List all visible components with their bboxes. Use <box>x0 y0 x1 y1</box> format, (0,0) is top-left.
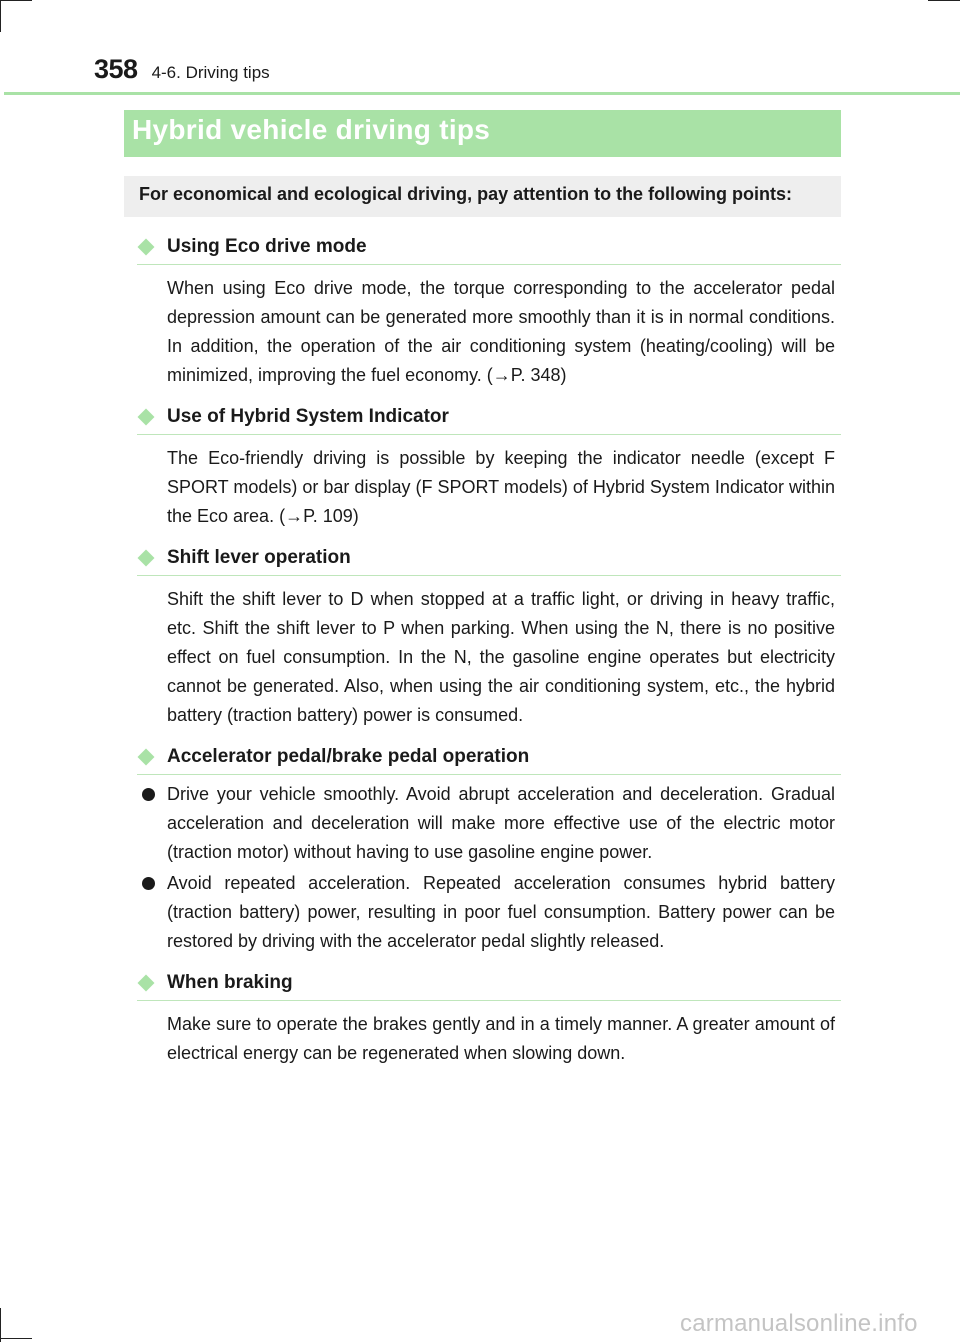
section-title: Shift lever operation <box>167 547 351 568</box>
crop-mark <box>0 1338 32 1339</box>
crop-mark <box>0 0 32 1</box>
section-body-braking: Make sure to operate the brakes gently and in a timely manner. A greater amount of electrical energy can be regenerated when slowing down. <box>167 1014 835 1063</box>
section-body-shift-lever: Shift the shift lever to D when stopped at a traffic light, or driving in heavy traffic, etc. Shift the shift lever to P when parking. When using the N, there is no positive effect on fuel consumption. In the N, the gasoline engine operates but electricity cannot be generated. Also, when using the air conditioning system, etc., the hybrid battery (traction battery) power is consumed. <box>167 589 835 725</box>
crop-mark <box>928 0 960 1</box>
intro-text: For economical and ecological driving, pay attention to the following points: <box>139 184 793 204</box>
crop-mark <box>0 1308 1 1342</box>
bullet-dot-icon <box>142 877 155 890</box>
section-heading-shift-lever <box>137 547 841 577</box>
section-heading-hybrid-indicator <box>137 406 841 436</box>
section-rule <box>137 434 841 435</box>
bullet-text: Drive your vehicle smoothly. Avoid abrupt acceleration and deceleration. Gradual acceleration and deceleration will make more effective use of the electric motor (traction motor) without having to use gasoline engine power. <box>167 784 835 862</box>
bullet-text: Avoid repeated acceleration. Repeated acceleration consumes hybrid battery (traction battery) power, resulting in poor fuel consumption. Battery power can be restored by driving with the accelerator pedal slightly released. <box>167 873 835 951</box>
bullet-dot-icon <box>142 788 155 801</box>
section-title: Use of Hybrid System Indicator <box>167 406 449 427</box>
section-heading-pedal-operation <box>137 746 841 776</box>
section-rule <box>137 774 841 775</box>
page-title: Hybrid vehicle driving tips <box>132 114 491 145</box>
title-band <box>124 110 841 157</box>
page-header <box>94 54 270 85</box>
section-title: When braking <box>167 972 293 993</box>
diamond-icon <box>138 550 155 567</box>
diamond-icon <box>138 975 155 992</box>
page-number: 358 <box>94 54 138 84</box>
section-rule <box>137 264 841 265</box>
section-body-hybrid-indicator: The Eco-friendly driving is possible by keeping the indicator needle (except F SPORT models) or bar display (F SPORT models) of Hybrid System Indicator within the Eco area. (→P. 109) <box>167 448 835 526</box>
crop-mark <box>0 0 1 32</box>
diamond-icon <box>138 409 155 426</box>
diamond-icon <box>138 239 155 256</box>
chapter-label: 4-6. Driving tips <box>151 63 270 82</box>
section-rule <box>137 1000 841 1001</box>
section-title: Using Eco drive mode <box>167 236 367 257</box>
section-rule <box>137 575 841 576</box>
header-rule <box>4 92 960 95</box>
section-title: Accelerator pedal/brake pedal operation <box>167 746 530 767</box>
intro-box <box>124 176 841 217</box>
section-heading-eco-drive <box>137 236 841 266</box>
section-heading-braking <box>137 972 841 1002</box>
diamond-icon <box>138 749 155 766</box>
watermark: carmanualsonline.info <box>680 1310 918 1337</box>
section-body-eco-drive: When using Eco drive mode, the torque corresponding to the accelerator pedal depression amount can be generated more smoothly than it is in normal conditions. In addition, the operation of the air conditioning system (heating/cooling) will be minimized, improving the fuel economy. (→P. 348) <box>167 278 835 385</box>
